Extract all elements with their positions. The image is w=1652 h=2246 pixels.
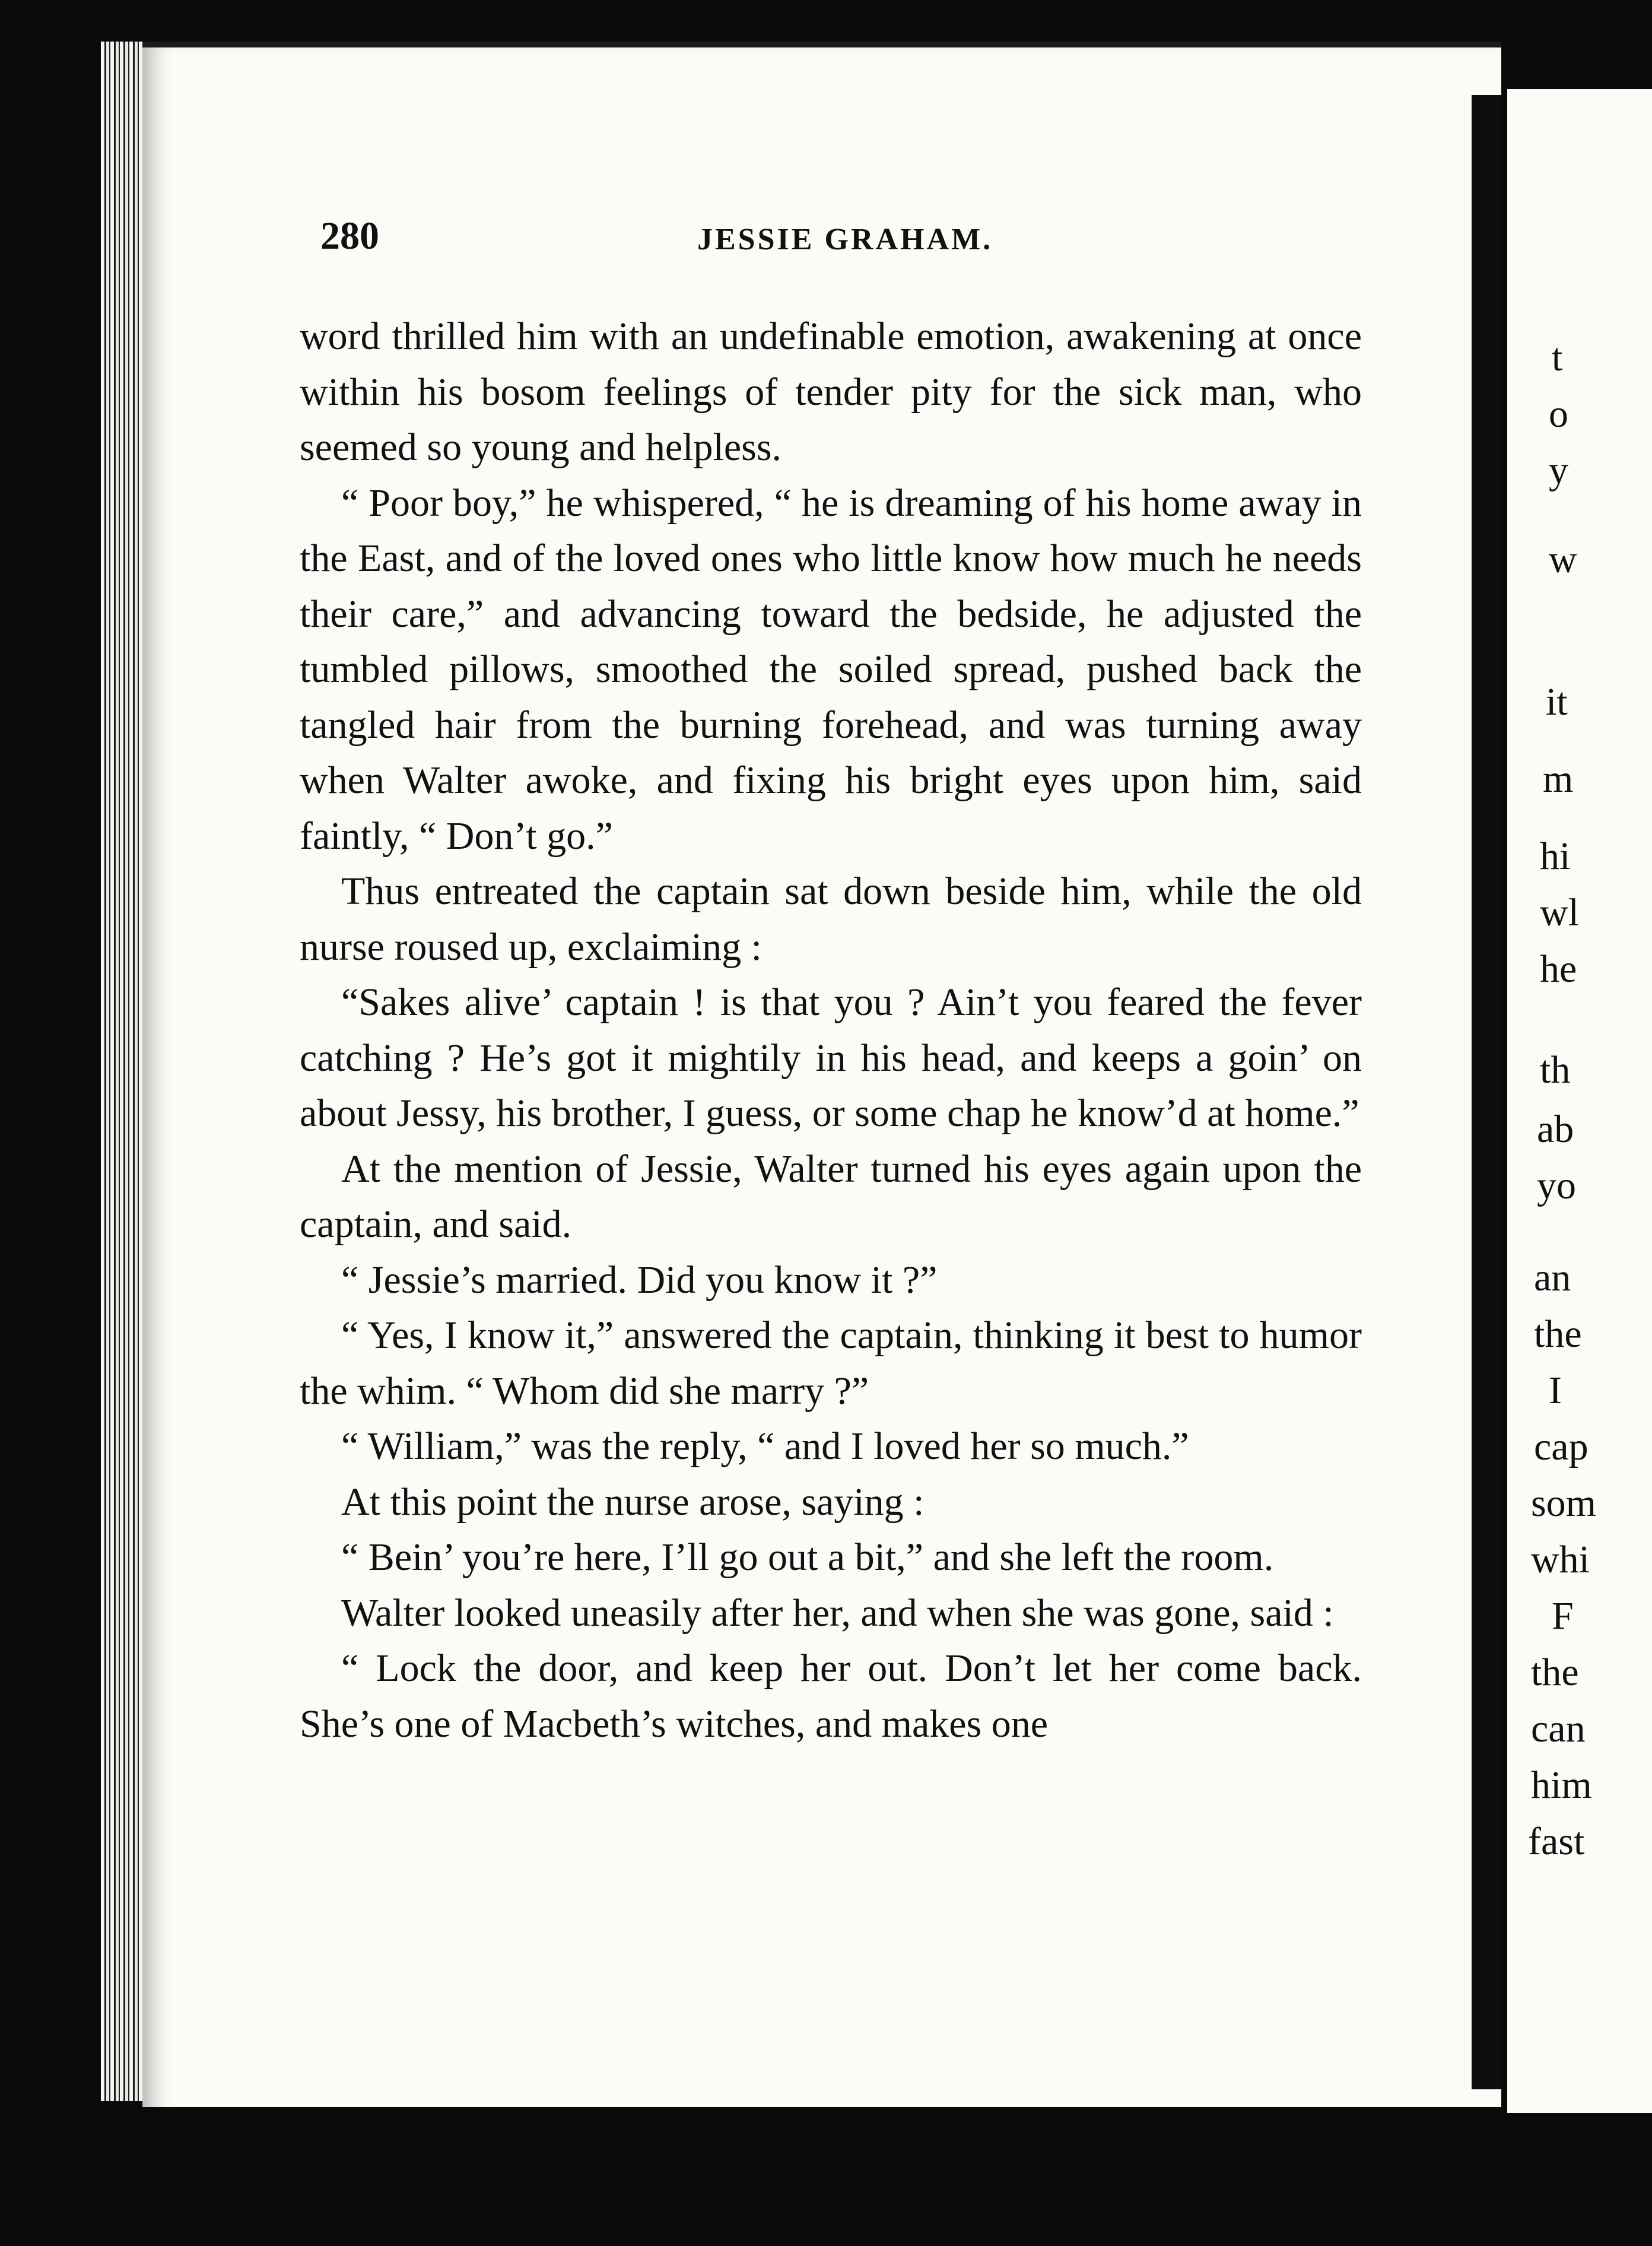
facing-page-fragment: the: [1534, 1312, 1582, 1356]
paragraph: word thrilled him with an undefinable emotion, awakening at once within his bosom feelings of tender pity for the sick man, who seemed so young and helpless.: [300, 315, 1362, 469]
facing-page-fragment: fast: [1528, 1820, 1585, 1863]
facing-page-fragment: cap: [1534, 1425, 1589, 1468]
facing-page-fragment: o: [1549, 392, 1568, 436]
facing-page-fragment: the: [1531, 1651, 1579, 1694]
scan-background: [142, 2107, 1501, 2246]
facing-page-fragment: som: [1531, 1482, 1597, 1525]
running-title: JESSIE GRAHAM.: [697, 223, 993, 256]
facing-page-fragment: whi: [1531, 1538, 1590, 1581]
facing-page-fragment: wl: [1540, 891, 1579, 934]
paragraph: “Sakes alive’ captain ! is that you ? Ain’t you feared the fever catching ? He’s got it mightily in his head, and keeps a goin’ on about Jessy, his brother, I guess, or some chap he know’d at home.”: [300, 981, 1362, 1135]
paragraph: Walter looked uneasily after her, and when she was gone, said :: [341, 1591, 1334, 1635]
facing-page-fragment: can: [1531, 1707, 1586, 1750]
paragraph: Thus entreated the captain sat down beside him, while the old nurse roused up, exclaiming :: [300, 870, 1362, 969]
facing-page-fragment: t: [1552, 336, 1563, 379]
paragraph: At the mention of Jessie, Walter turned his eyes again upon the captain, and said.: [300, 1147, 1362, 1246]
page-number: 280: [320, 214, 379, 258]
paragraph: At this point the nurse arose, saying :: [341, 1480, 925, 1524]
facing-page-fragment: it: [1546, 680, 1568, 724]
paragraph: “ Poor boy,” he whispered, “ he is dreaming of his home away in the East, and of the loved ones who little know how much he needs their care,” and advancing toward the bedside, he adjusted the tumbled pillows, smoothed the soiled spread, pushed back the tangled hair from the burning forehead, and was turning away when Walter awoke, and fixing his bright eyes upon him, said faintly, “ Don’t go.”: [300, 481, 1362, 858]
facing-page-fragment: an: [1534, 1256, 1571, 1299]
page-stack-edge: [101, 42, 148, 2101]
paragraph: “ Lock the door, and keep her out. Don’t let her come back. She’s one of Macbeth’s witches, and makes one: [300, 1647, 1362, 1746]
facing-page: [1507, 89, 1652, 2113]
paragraph: “ Bein’ you’re here, I’ll go out a bit,” and she left the room.: [341, 1536, 1274, 1579]
body-text: [300, 309, 1362, 1752]
facing-page-fragment: he: [1540, 947, 1577, 991]
facing-page-fragment: y: [1549, 449, 1568, 492]
facing-page-fragment: yo: [1537, 1164, 1576, 1207]
facing-page-fragment: I: [1549, 1369, 1562, 1412]
facing-page-fragment: w: [1549, 538, 1577, 581]
facing-page-fragment: hi: [1540, 835, 1571, 878]
facing-page-fragment: th: [1540, 1048, 1571, 1092]
facing-page-fragment: F: [1552, 1594, 1574, 1638]
running-head: [320, 214, 1436, 267]
facing-page-fragment: ab: [1537, 1108, 1574, 1151]
book-gutter: [1472, 95, 1501, 2089]
facing-page-fragment: him: [1531, 1763, 1592, 1807]
facing-page-fragment: m: [1543, 757, 1574, 801]
paragraph: “ Yes, I know it,” answered the captain, thinking it best to humor the whim. “ Whom did she marry ?”: [300, 1314, 1362, 1413]
paragraph: “ Jessie’s married. Did you know it ?”: [341, 1258, 938, 1302]
paragraph: “ William,” was the reply, “ and I loved her so much.”: [341, 1425, 1189, 1468]
